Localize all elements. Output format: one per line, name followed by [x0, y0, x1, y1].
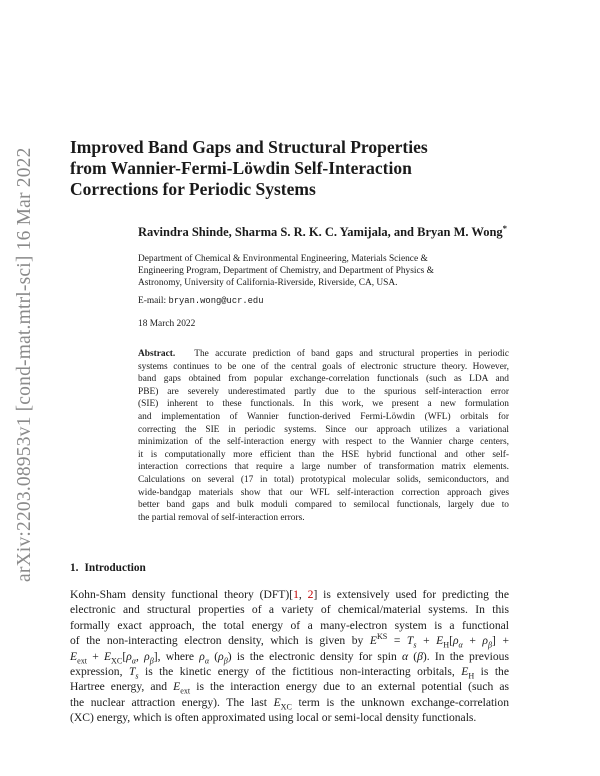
- body-text: of the non-interacting electron density, which is given by: [70, 634, 364, 648]
- section-title: Introduction: [84, 562, 146, 574]
- body-line: of the non-interacting electron density, which is given by $E^{KS} = T_s + E_H[\rho_\alpha + \rho_\beta]$ +: [70, 632, 509, 650]
- paper-title: [70, 137, 510, 200]
- body-text: ,: [298, 588, 308, 601]
- author-list: [138, 224, 518, 240]
- body-line: expression, $T_s$ is the kinetic energy of the fictitious non-interacting orbitals, $E_H$ is the: [70, 665, 509, 681]
- abstract-line: systems continues to be one of the central goals of electronic structure theory. However,: [138, 361, 509, 372]
- author-names: Ravindra Shinde, Sharma S. R. K. C. Yamijala, and Bryan M. Wong: [138, 225, 503, 239]
- body-line: $E_{ext} + E_{XC}[\rho_\alpha$, $\rho_\beta$], where $\rho_\alpha$ $(\rho_\beta)$ is the electronic density for spin α (β). In the previous: [70, 649, 509, 665]
- body-text: Kohn-Sham density functional theory (DFT)[: [70, 588, 294, 601]
- abstract-line: Calculations on several (17 in total) prototypical molecular solids, semiconductors, and: [138, 474, 509, 485]
- citation-link[interactable]: 1: [293, 588, 299, 601]
- abstract-line: it is computationally more efficient than the HSE hybrid functional and other self-: [138, 449, 509, 460]
- abstract: [138, 348, 509, 524]
- body-line: the nuclear attraction energy). The last $E_{XC}$ term is the unknown exchange-correlation: [70, 695, 510, 712]
- abstract-line: PBE) are severely underestimated partly due to the spurious self-interaction error: [138, 386, 509, 397]
- body-line: electronic and structural properties of a variety of chemical/material systems. In this: [70, 603, 509, 617]
- body-line: Hartree energy, and $E_{ext}$ is the interaction energy due to an external potential (such as: [70, 680, 509, 696]
- body-line: formally exact approach, the total energy of a many-electron system is a functional: [70, 618, 509, 632]
- abstract-label: Abstract.: [138, 349, 176, 359]
- intro-paragraph: [70, 587, 509, 726]
- abstract-line: band gaps obtained from popular exchange-correlation functionals (such as LDA and: [138, 374, 509, 385]
- affiliation-line: Engineering Program, Department of Chemistry, and Department of Physics &: [138, 266, 434, 277]
- email-address[interactable]: bryan.wong@ucr.edu: [168, 296, 264, 306]
- title-line: Corrections for Periodic Systems: [70, 179, 316, 199]
- section-heading: [70, 562, 146, 574]
- arxiv-identifier: arXiv:2203.08953v1 [cond-mat.mtrl-sci] 16 Mar 2022: [14, 147, 35, 582]
- abstract-line: the partial removal of self-interaction errors.: [138, 512, 305, 523]
- abstract-line: correcting the SIE in periodic systems. Since our approach utilizes a variational: [138, 424, 509, 435]
- body-text: Hartree energy, and: [70, 680, 168, 694]
- corresponding-author-mark: *: [502, 222, 508, 233]
- title-line: Improved Band Gaps and Structural Properties: [70, 137, 428, 157]
- abstract-line: better band gaps and bulk moduli compared to semilocal functionals, largely due to: [138, 500, 509, 511]
- abstract-line: (SIE) inherent to these functionals. In this work, we present a new formulation: [138, 399, 509, 410]
- body-line: [70, 587, 509, 602]
- title-line: from Wannier-Fermi-Löwdin Self-Interaction: [70, 158, 412, 178]
- affiliation: [138, 253, 518, 290]
- body-text: ] is extensively used for predicting the: [313, 588, 509, 601]
- citation-link[interactable]: 2: [307, 588, 314, 601]
- section-number: 1.: [70, 562, 79, 574]
- email-label: E-mail:: [138, 296, 167, 306]
- email-line: [138, 295, 264, 307]
- abstract-text: The accurate prediction of band gaps and structural properties in periodic: [194, 349, 509, 359]
- paper-date: 18 March 2022: [138, 319, 196, 329]
- affiliation-line: Astronomy, University of California-Riverside, Riverside, CA, USA.: [138, 278, 398, 289]
- abstract-line: interaction corrections that require a large number of transformation matrix elements.: [138, 462, 509, 473]
- affiliation-line: Department of Chemical & Environmental Engineering, Materials Science &: [138, 254, 428, 264]
- abstract-line: minimization of the self-interaction energy with respect to the Wannier charge centers,: [138, 437, 509, 448]
- abstract-line: and implementation of Wannier function-derived Fermi-Löwdin (WFL) orbitals for: [138, 411, 509, 422]
- body-line: (XC) energy, which is often approximated using local or semi-local density functionals.: [70, 711, 477, 725]
- abstract-line: [138, 348, 509, 361]
- abstract-line: wide-bandgap materials show that our WFL self-interaction correction approach gives: [138, 487, 509, 498]
